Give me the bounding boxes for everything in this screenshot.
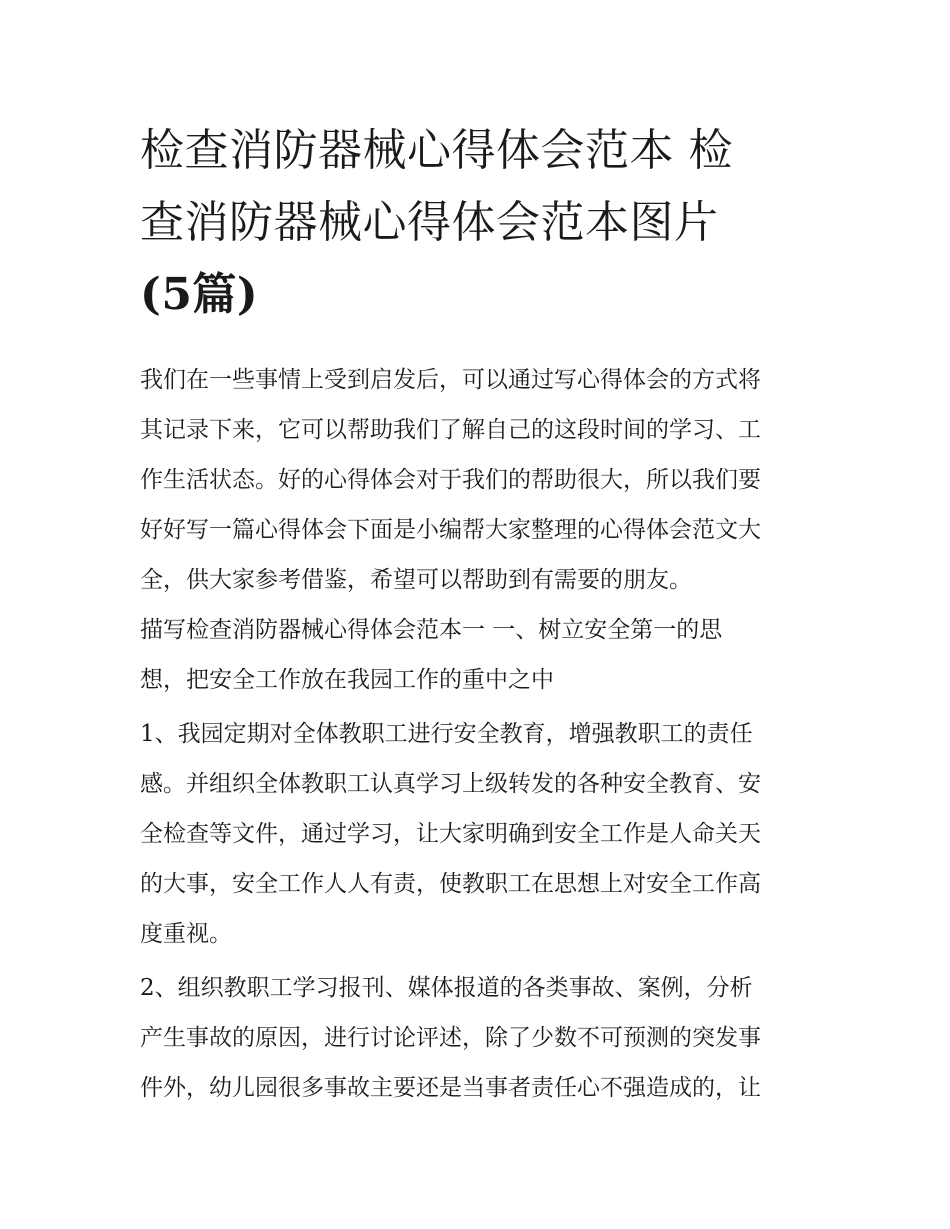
title-line: 检查消防器械心得体会范本 检 xyxy=(140,125,733,176)
text-line: 件外，幼儿园很多事故主要还是当事者责任心不强造成的，让 xyxy=(140,1075,761,1101)
section-heading-paragraph xyxy=(140,605,820,705)
item-2-paragraph xyxy=(140,963,820,1113)
text-line: 2、组织教职工学习报刊、媒体报道的各类事故、案例，分析 xyxy=(140,975,753,1001)
title-line: (5篇) xyxy=(140,269,259,320)
text-line: 产生事故的原因，进行讨论评述，除了少数不可预测的突发事 xyxy=(140,1025,761,1051)
text-line: 想，把安全工作放在我园工作的重中之中 xyxy=(140,667,554,693)
text-line: 的大事，安全工作人人有责，使教职工在思想上对安全工作高 xyxy=(140,871,761,897)
text-line: 我们在一些事情上受到启发后，可以通过写心得体会的方式将 xyxy=(140,367,761,393)
intro-paragraph xyxy=(140,355,820,605)
text-line: 其记录下来，它可以帮助我们了解自己的这段时间的学习、工 xyxy=(140,417,761,443)
document-title xyxy=(140,115,820,331)
text-line: 感。并组织全体教职工认真学习上级转发的各种安全教育、安 xyxy=(140,771,761,797)
text-line: 1、我园定期对全体教职工进行安全教育，增强教职工的责任 xyxy=(140,721,753,747)
item-1-paragraph xyxy=(140,709,820,959)
text-line: 全，供大家参考借鉴，希望可以帮助到有需要的朋友。 xyxy=(140,567,692,593)
text-line: 度重视。 xyxy=(140,921,232,947)
document-body xyxy=(140,355,820,1113)
text-line: 描写检查消防器械心得体会范本一 一、树立安全第一的思 xyxy=(140,617,723,643)
text-line: 全检查等文件，通过学习，让大家明确到安全工作是人命关天 xyxy=(140,821,761,847)
title-line: 查消防器械心得体会范本图片 xyxy=(140,197,719,248)
text-line: 好好写一篇心得体会下面是小编帮大家整理的心得体会范文大 xyxy=(140,517,761,543)
text-line: 作生活状态。好的心得体会对于我们的帮助很大，所以我们要 xyxy=(140,467,761,493)
